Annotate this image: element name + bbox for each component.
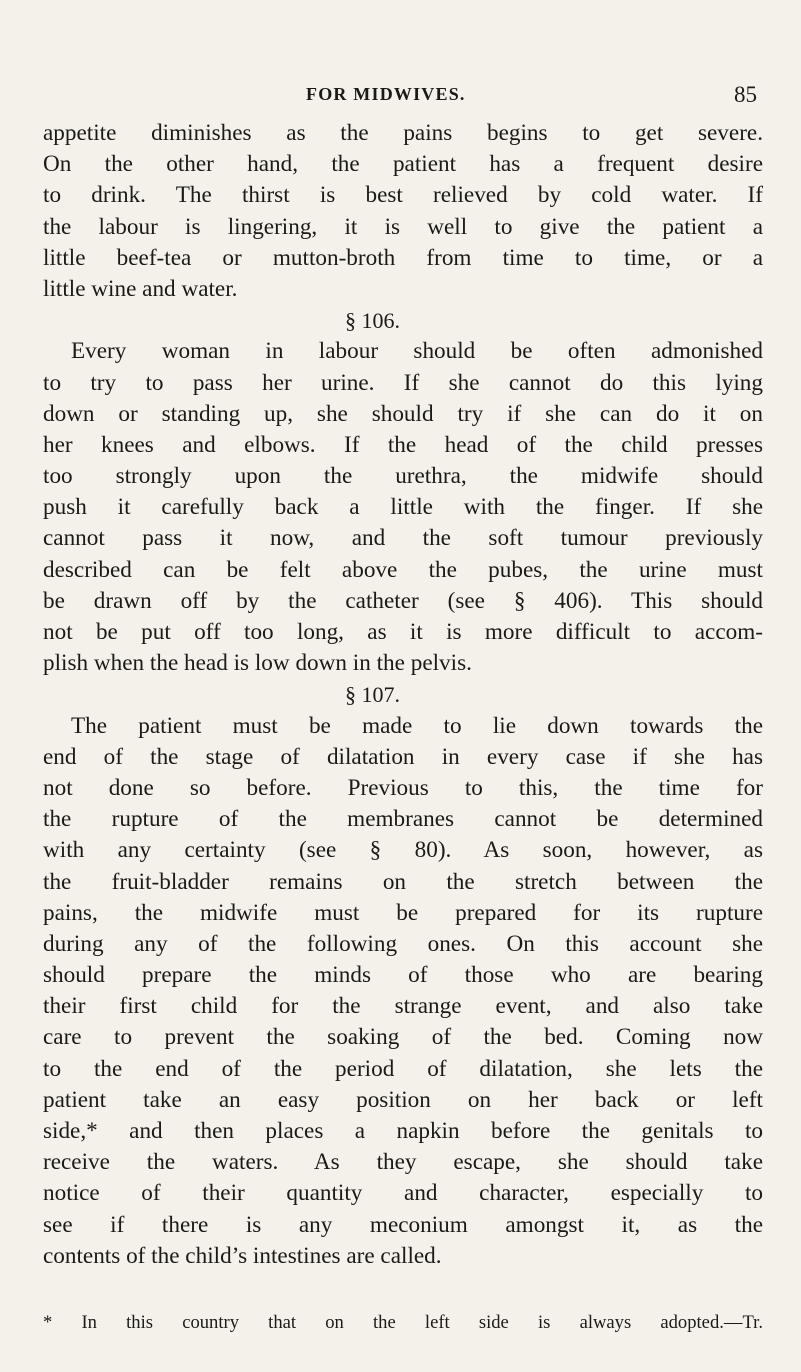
- text-line: end of the stage of dilatation in every case if she has: [43, 743, 763, 770]
- section-heading-106: § 106.: [345, 308, 400, 334]
- text-line: the rupture of the membranes cannot be determined: [43, 806, 763, 833]
- text-line: their first child for the strange event, and also take: [43, 993, 763, 1020]
- running-title: FOR MIDWIVES.: [306, 84, 466, 104]
- text-line: cannot pass it now, and the soft tumour previously: [43, 525, 763, 552]
- text-line: pains, the midwife must be prepared for its rupture: [43, 899, 763, 926]
- text-line: push it carefully back a little with the finger. If she: [43, 494, 763, 521]
- text-line: little wine and water.: [43, 275, 238, 302]
- text-line: care to prevent the soaking of the bed. Coming now: [43, 1024, 763, 1051]
- text-line: to drink. The thirst is best relieved by cold water. If: [43, 182, 763, 209]
- text-line: patient take an easy position on her back or left: [43, 1086, 763, 1113]
- text-line: down or standing up, she should try if she can do it on: [43, 400, 763, 427]
- text-line: too strongly upon the urethra, the midwife should: [43, 463, 763, 490]
- text-line: plish when the head is low down in the pelvis.: [43, 650, 472, 677]
- text-line: The patient must be made to lie down towards the: [71, 712, 763, 739]
- text-line: side,* and then places a napkin before the genitals to: [43, 1118, 763, 1144]
- text-line: described can be felt above the pubes, the urine must: [43, 556, 763, 583]
- text-line: contents of the child’s intestines are called.: [43, 1242, 442, 1269]
- text-line: not be put off too long, as it is more difficult to accom-: [43, 619, 763, 645]
- body-text: [43, 118, 763, 1272]
- text-line: the fruit-bladder remains on the stretch between the: [43, 868, 763, 895]
- text-line: be drawn off by the catheter (see § 406). This should: [43, 587, 763, 614]
- text-line: On the other hand, the patient has a frequent desire: [43, 151, 763, 178]
- section-heading-107: § 107.: [345, 682, 400, 708]
- text-line: during any of the following ones. On this account she: [43, 930, 763, 957]
- running-head: [0, 82, 801, 112]
- text-line: appetite diminishes as the pains begins to get severe.: [43, 120, 763, 146]
- text-line: Every woman in labour should be often admonished: [71, 338, 763, 365]
- footnote: * In this country that on the left side is always adopted.—Tr.: [43, 1312, 763, 1333]
- text-line: her knees and elbows. If the head of the child presses: [43, 431, 763, 458]
- text-line: not done so before. Previous to this, the time for: [43, 774, 763, 801]
- text-line: notice of their quantity and character, especially to: [43, 1180, 763, 1207]
- page-number: 85: [734, 82, 757, 107]
- text-line: with any certainty (see § 80). As soon, however, as: [43, 837, 763, 864]
- text-line: receive the waters. As they escape, she should take: [43, 1149, 763, 1176]
- text-line: little beef-tea or mutton-broth from time to time, or a: [43, 244, 763, 271]
- text-line: to try to pass her urine. If she cannot do this lying: [43, 369, 763, 396]
- text-line: see if there is any meconium amongst it, as the: [43, 1211, 763, 1238]
- text-line: to the end of the period of dilatation, she lets the: [43, 1055, 763, 1082]
- text-line: should prepare the minds of those who are bearing: [43, 962, 763, 989]
- text-line: the labour is lingering, it is well to give the patient a: [43, 213, 763, 240]
